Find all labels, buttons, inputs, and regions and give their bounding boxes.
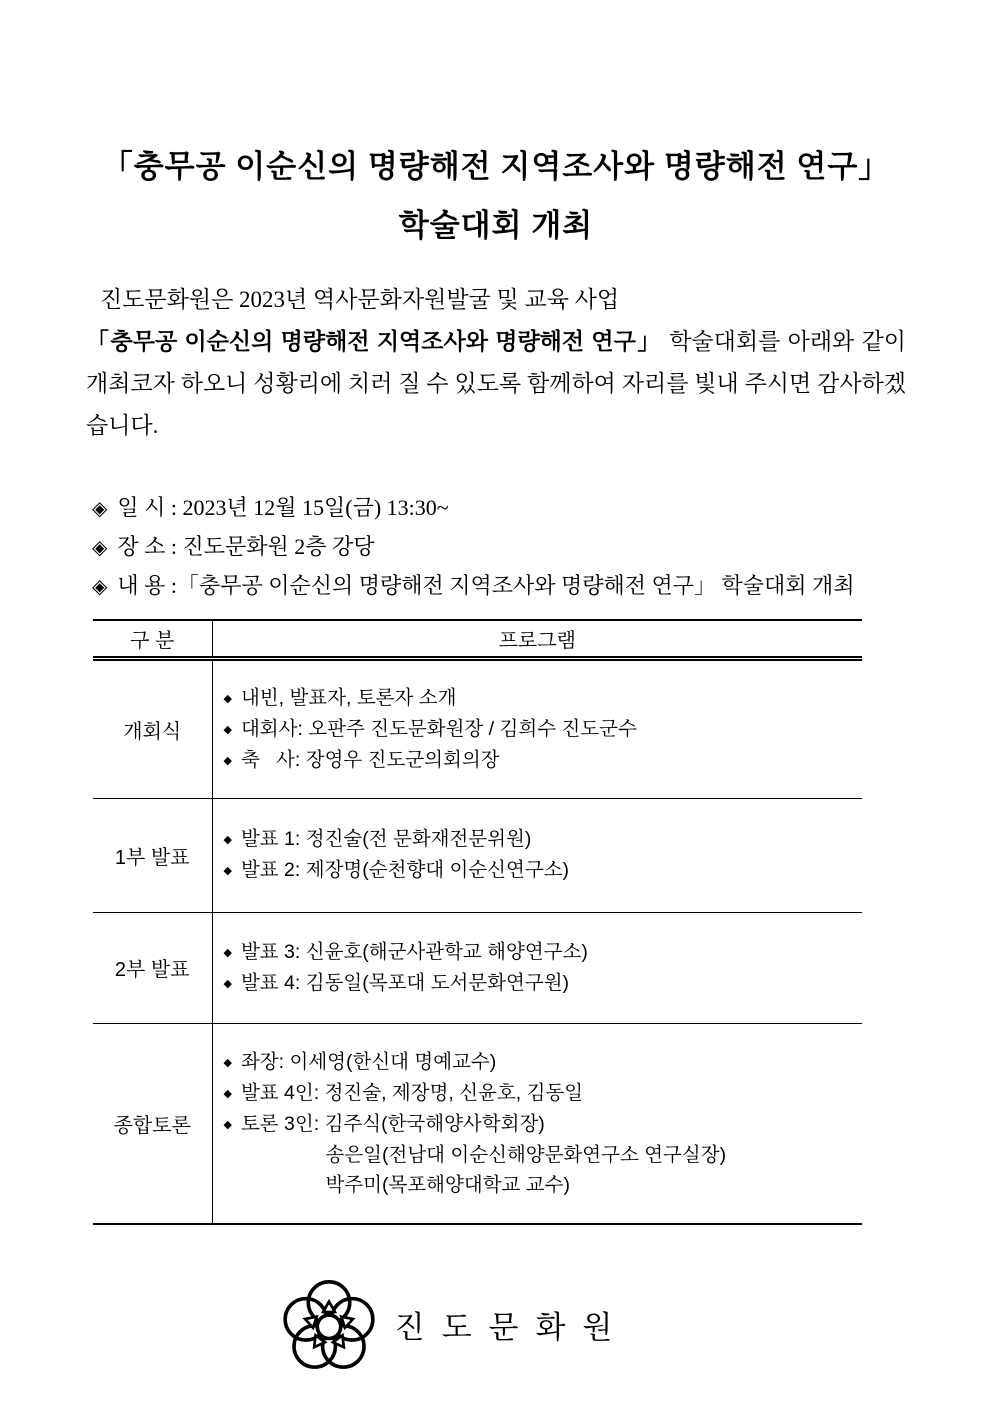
program-line xyxy=(224,855,857,886)
intro-line-1: 진도문화원은 2023년 역사문화자원발굴 및 교육 사업 xyxy=(100,286,620,312)
organization-name: 진도문화원 xyxy=(394,1310,630,1346)
program-line-text: 축 사: 장영우 진도군의회의장 xyxy=(240,748,500,771)
row-program xyxy=(212,1023,862,1224)
bullet-diamond-icon: ◆ xyxy=(223,946,232,959)
intro-paragraph xyxy=(86,279,906,447)
diamond-marker-icon: ◈ xyxy=(92,497,108,520)
row-program xyxy=(212,912,862,1023)
column-header-program: 프로그램 xyxy=(212,620,862,659)
title-line-1: 「충무공 이순신의 명량해전 지역조사와 명량해전 연구」 xyxy=(101,148,891,184)
organization-signature xyxy=(0,1269,948,1381)
intro-rest: 학술대회를 아래와 같이 개최코자 하오니 성황리에 치러 질 수 있도록 함께하여 자리를 빛내 주시면 감사하겠습니다. xyxy=(86,328,906,438)
table-row-session-1 xyxy=(93,798,862,912)
detail-date-text: 일 시 : 2023년 12월 15일(금) 13:30~ xyxy=(117,494,449,520)
bullet-diamond-icon: ◆ xyxy=(223,1087,232,1100)
table-header-row xyxy=(93,620,862,659)
program-line xyxy=(224,1047,857,1078)
event-details xyxy=(92,489,992,606)
table-row-session-2 xyxy=(93,912,862,1023)
detail-item-place xyxy=(92,528,992,567)
row-program xyxy=(212,798,862,912)
program-line-text: 대회사: 오판주 진도문화원장 / 김희수 진도군수 xyxy=(240,717,637,740)
program-line xyxy=(224,714,857,745)
program-line-continuation xyxy=(224,1140,857,1170)
bullet-diamond-icon: ◆ xyxy=(223,692,232,705)
program-line-text: 송은일(전남대 이순신해양문화연구소 연구실장) xyxy=(325,1143,727,1166)
row-category: 1부 발표 xyxy=(93,798,212,912)
bullet-diamond-icon: ◆ xyxy=(223,977,232,990)
bullet-diamond-icon: ◆ xyxy=(223,1118,232,1131)
program-line-text: 발표 2: 제장명(순천향대 이순신연구소) xyxy=(240,859,570,882)
row-program xyxy=(212,658,862,798)
program-line xyxy=(224,745,857,776)
program-line-continuation xyxy=(224,1170,857,1200)
bullet-diamond-icon: ◆ xyxy=(223,1056,232,1069)
detail-content-text: 내 용 :「충무공 이순신의 명량해전 지역조사와 명량해전 연구」 학술대회 개최 xyxy=(117,572,855,598)
program-line-text: 좌장: 이세영(한신대 명예교수) xyxy=(240,1050,497,1073)
title-line-2: 학술대회 개최 xyxy=(398,207,594,243)
program-line xyxy=(224,1109,857,1140)
diamond-marker-icon: ◈ xyxy=(92,536,108,559)
detail-item-content xyxy=(92,567,992,606)
program-line xyxy=(224,824,857,855)
program-table xyxy=(93,619,862,1225)
program-line-text: 발표 4: 김동일(목포대 도서문화연구원) xyxy=(240,971,570,994)
bullet-diamond-icon: ◆ xyxy=(223,834,232,847)
row-category: 개회식 xyxy=(93,658,212,798)
program-line xyxy=(224,1078,857,1109)
column-header-category: 구 분 xyxy=(93,620,212,659)
program-line-text: 발표 1: 정진술(전 문화재전문위원) xyxy=(240,828,532,851)
program-line xyxy=(224,683,857,714)
program-line-text: 내빈, 발표자, 토론자 소개 xyxy=(240,686,457,709)
program-line-text: 발표 4인: 정진술, 제장명, 신윤호, 김동일 xyxy=(240,1081,584,1104)
table-row-opening-ceremony xyxy=(93,658,862,798)
program-line-text: 발표 3: 신윤호(해군사관학교 해양연구소) xyxy=(240,940,588,963)
bullet-diamond-icon: ◆ xyxy=(223,754,232,767)
jindo-flower-emblem-icon xyxy=(275,1269,383,1381)
table-row-panel-discussion xyxy=(93,1023,862,1224)
program-line-text: 토론 3인: 김주식(한국해양사학회장) xyxy=(240,1112,545,1135)
row-category: 종합토론 xyxy=(93,1023,212,1224)
detail-item-date xyxy=(92,489,992,528)
program-line xyxy=(224,937,857,968)
bullet-diamond-icon: ◆ xyxy=(223,865,232,878)
program-line xyxy=(224,968,857,999)
detail-place-text: 장 소 : 진도문화원 2층 강당 xyxy=(117,533,375,559)
program-line-text: 박주미(목포해양대학교 교수) xyxy=(325,1173,570,1196)
document-title xyxy=(0,21,992,255)
intro-emphasis: 「충무공 이순신의 명량해전 지역조사와 명량해전 연구」 xyxy=(86,328,662,354)
row-category: 2부 발표 xyxy=(93,912,212,1023)
diamond-marker-icon: ◈ xyxy=(92,575,108,598)
bullet-diamond-icon: ◆ xyxy=(223,723,232,736)
